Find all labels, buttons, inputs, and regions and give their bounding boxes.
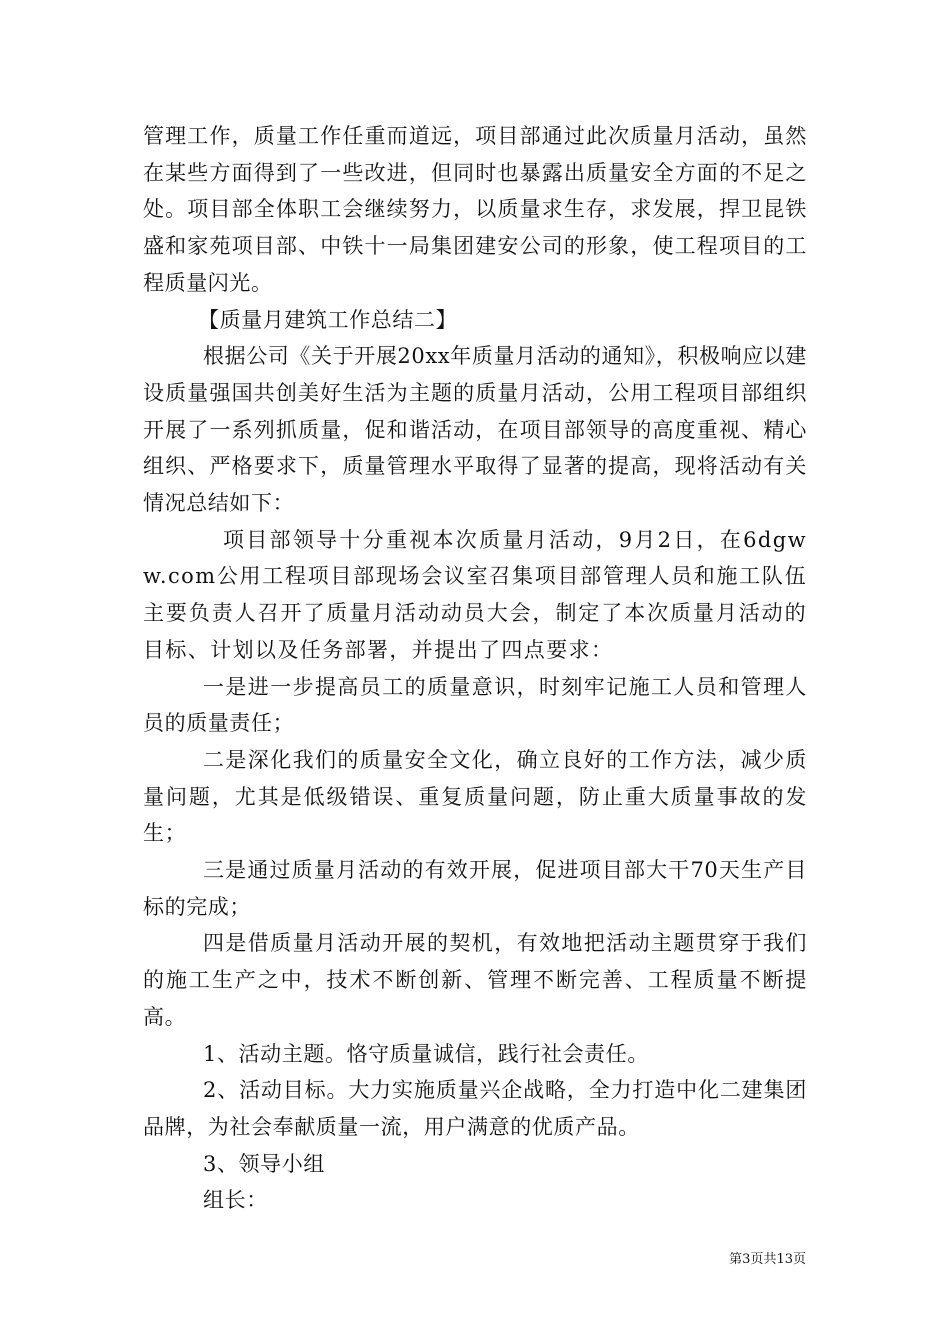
requirement-item-3: 三是通过质量月活动的有效开展，促进项目部大干70天生产目标的完成； <box>143 858 807 919</box>
section-heading: 【质量月建筑工作总结二】 <box>198 307 458 332</box>
group-leader: 组长： <box>203 1188 268 1213</box>
leadership-group: 3、领导小组 <box>203 1151 325 1176</box>
paragraph-intro-continued: 管理工作，质量工作任重而道远，项目部通过此次质量月活动，虽然在某些方面得到了一些改进，但同时也暴露出质量安全方面的不足之处。项目部全体职工会继续努力，以质量求生存，求发展，捍卫昆铁盛和家苑项目部、中铁十一局集团建安公司的形象，使工程项目的工程质量闪光。 <box>143 124 807 295</box>
activity-theme: 1、活动主题。恪守质量诚信，践行社会责任。 <box>203 1041 649 1066</box>
requirement-item-4: 四是借质量月活动开展的契机，有效地把活动主题贯穿于我们的施工生产之中，技术不断创新、管理不断完善、工程质量不断提高。 <box>143 931 807 1029</box>
document-body <box>143 118 807 1219</box>
requirement-item-2: 二是深化我们的质量安全文化，确立良好的工作方法，减少质量问题，尤其是低级错误、重复质量问题，防止重大质量事故的发生； <box>143 747 807 846</box>
requirement-item-1: 一是进一步提高员工的质量意识，时刻牢记施工人员和管理人员的质量责任； <box>143 674 807 736</box>
paragraph-kickoff-meeting: 项目部领导十分重视本次质量月活动，9月2日，在6dgww.com公用工程项目部现场会议室召集项目部管理人员和施工队伍主要负责人召开了质量月活动动员大会，制定了本次质量月活动的目标、计划以及任务部署，并提出了四点要求： <box>143 527 807 662</box>
page-number: 第3页共13页 <box>729 1252 806 1267</box>
paragraph-notice: 根据公司《关于开展20xx年质量月活动的通知》，积极响应以建设质量强国共创美好生活为主题的质量月活动，公用工程项目部组织开展了一系列抓质量，促和谐活动，在项目部领导的高度重视、精心组织、严格要求下，质量管理水平取得了显著的提高，现将活动有关情况总结如下： <box>143 344 807 516</box>
activity-goal: 2、活动目标。大力实施质量兴企战略，全力打造中化二建集团品牌，为社会奉献质量一流，用户满意的优质产品。 <box>143 1078 807 1139</box>
